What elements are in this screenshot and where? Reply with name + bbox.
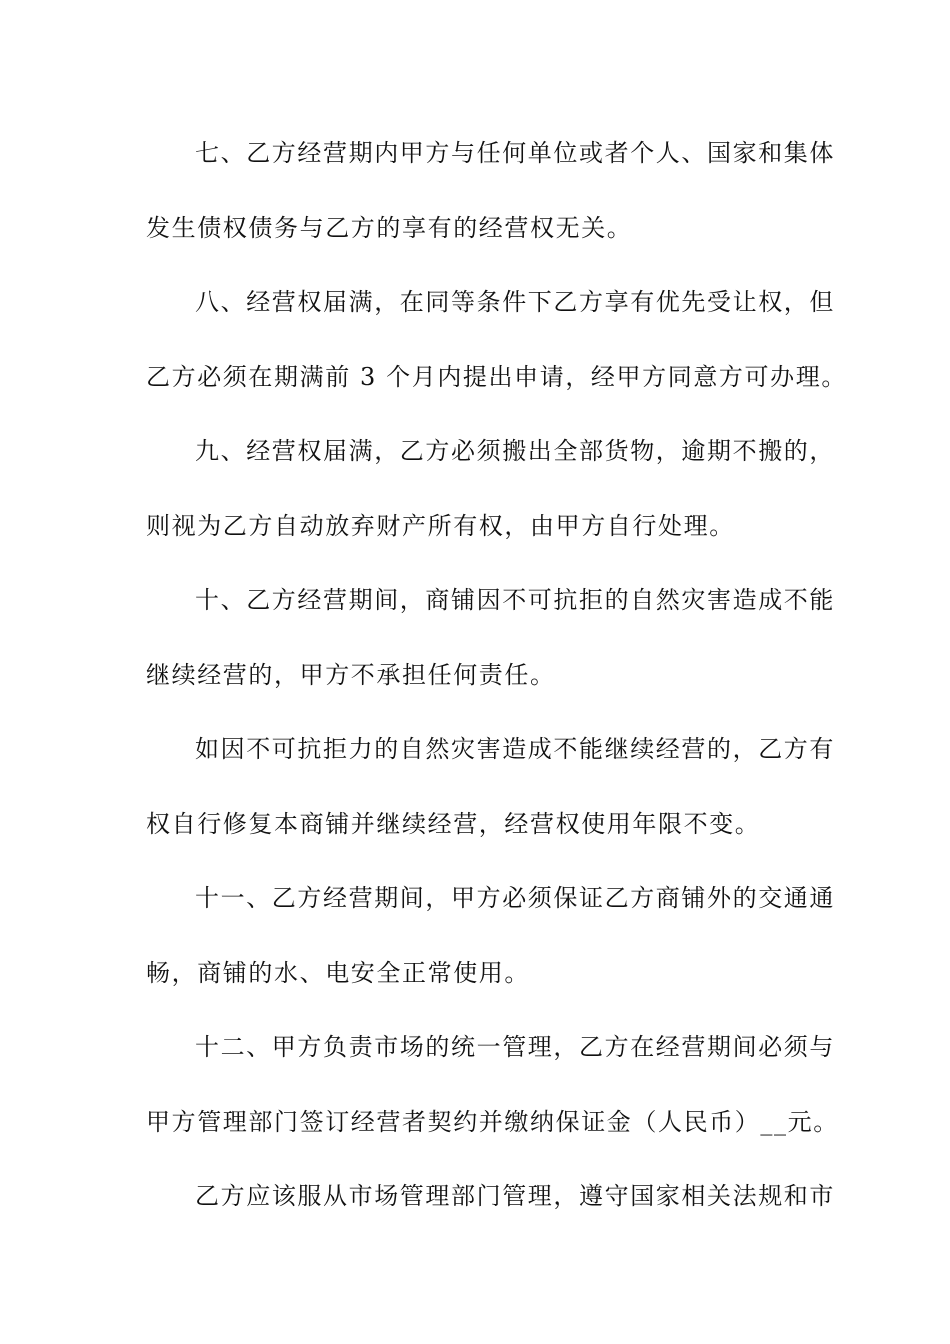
paragraph-9-line-2: 则视为乙方自动放弃财产所有权，由甲方自行处理。 bbox=[146, 511, 735, 540]
document-body bbox=[146, 128, 847, 1246]
paragraph-10-line-2: 继续经营的，甲方不承担任何责任。 bbox=[146, 660, 556, 689]
paragraph-12-line-1: 十二、甲方负责市场的统一管理，乙方在经营期间必须与 bbox=[195, 1033, 835, 1061]
paragraph-10b-line-2: 权自行修复本商铺并继续经营，经营权使用年限不变。 bbox=[146, 809, 761, 838]
paragraph-7-line-1: 七、乙方经营期内甲方与任何单位或者个人、国家和集体 bbox=[195, 139, 835, 167]
paragraph-8-line-1: 八、经营权届满，在同等条件下乙方享有优先受让权，但 bbox=[195, 288, 835, 316]
paragraph-10-line-1: 十、乙方经营期间，商铺因不可抗拒的自然灾害造成不能 bbox=[195, 586, 835, 614]
paragraph-10b-line-1: 如因不可抗拒力的自然灾害造成不能继续经营的，乙方有 bbox=[195, 735, 835, 763]
paragraph-11-line-2: 畅，商铺的水、电安全正常使用。 bbox=[146, 958, 530, 987]
paragraph-12b-line-1: 乙方应该服从市场管理部门管理，遵守国家相关法规和市 bbox=[195, 1182, 835, 1210]
paragraph-12-line-2: 甲方管理部门签订经营者契约并缴纳保证金（人民币）__元。 bbox=[146, 1107, 839, 1136]
paragraph-8-line-2: 乙方必须在期满前 3 个月内提出申请，经甲方同意方可办理。 bbox=[146, 362, 847, 391]
paragraph-11-line-1: 十一、乙方经营期间，甲方必须保证乙方商铺外的交通通 bbox=[195, 884, 835, 912]
paragraph-7-line-2: 发生债权债务与乙方的享有的经营权无关。 bbox=[146, 213, 633, 242]
paragraph-9-line-1: 九、经营权届满，乙方必须搬出全部货物，逾期不搬的， bbox=[195, 437, 835, 465]
